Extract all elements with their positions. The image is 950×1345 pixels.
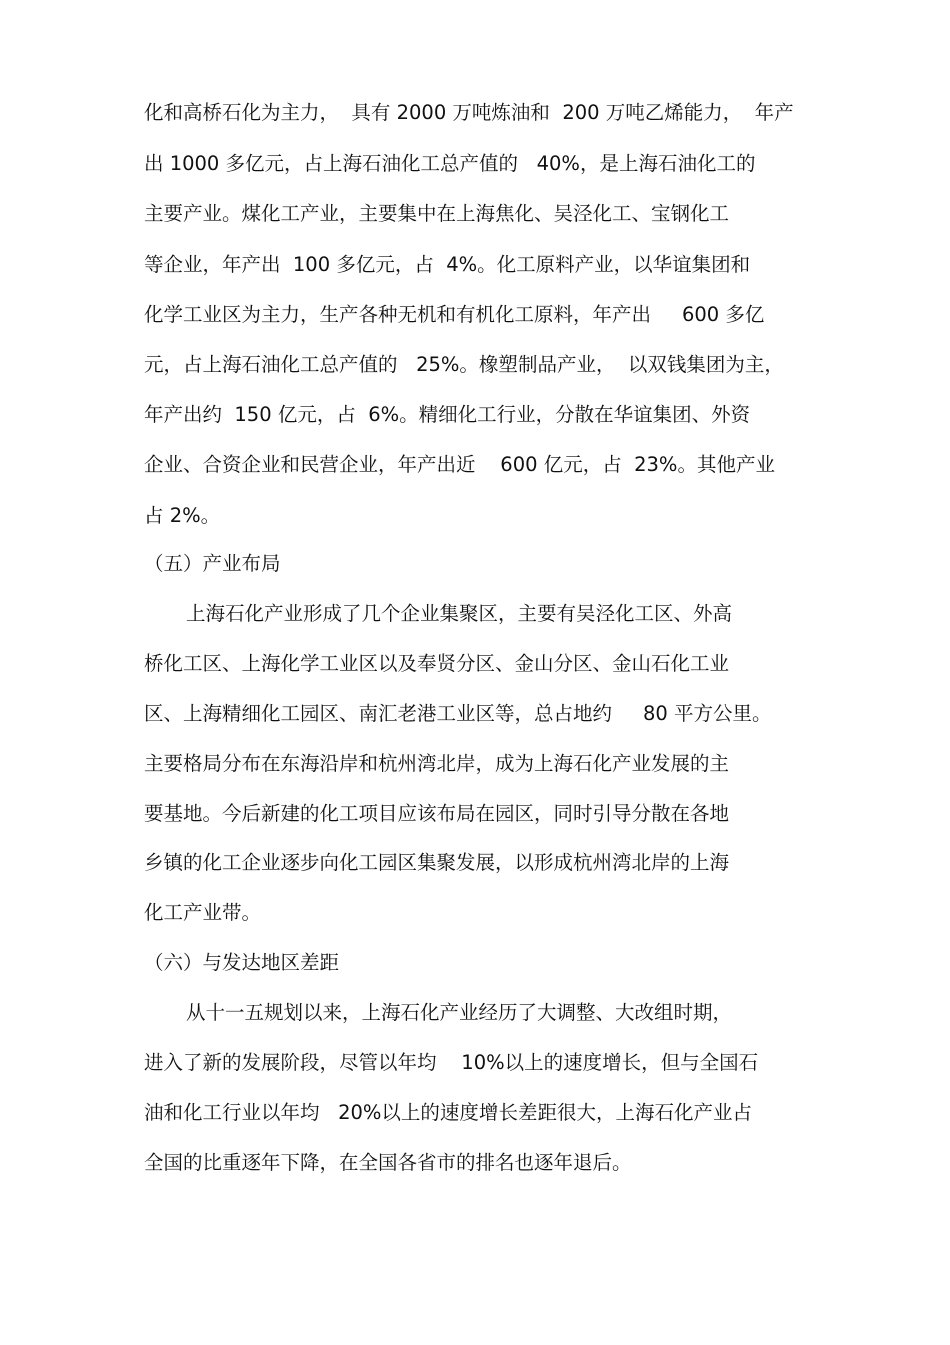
paragraph-line: 主要格局分布在东海沿岸和杭州湾北岸，成为上海石化产业发展的主	[144, 752, 730, 775]
paragraph-line: 等企业，年产出 100 多亿元，占 4%。化工原料产业，以华谊集团和	[144, 253, 751, 276]
paragraph-line: 企业、合资企业和民营企业，年产出近 600 亿元，占 23%。其他产业	[144, 453, 775, 476]
paragraph-line: 乡镇的化工企业逐步向化工园区集聚发展，以形成杭州湾北岸的上海	[144, 851, 730, 874]
paragraph-line: 化和高桥石化为主力， 具有 2000 万吨炼油和 200 万吨乙烯能力， 年产	[144, 101, 794, 124]
paragraph-line: 区、上海精细化工园区、南汇老港工业区等，总占地约 80 平方公里。	[144, 702, 772, 725]
section-heading-layout: （五）产业布局	[144, 552, 281, 575]
paragraph-line: 桥化工区、上海化学工业区以及奉贤分区、金山分区、金山石化工业	[144, 652, 730, 675]
paragraph-line: 主要产业。煤化工产业，主要集中在上海焦化、吴泾化工、宝钢化工	[144, 202, 730, 225]
paragraph-line: 全国的比重逐年下降，在全国各省市的排名也逐年退后。	[144, 1151, 632, 1174]
paragraph-line: 化工产业带。	[144, 901, 262, 924]
paragraph-line: 占 2%。	[144, 504, 221, 527]
paragraph-line: 年产出约 150 亿元，占 6%。精细化工行业，分散在华谊集团、外资	[144, 403, 751, 426]
paragraph-line: 化学工业区为主力，生产各种无机和有机化工原料，年产出 600 多亿	[144, 303, 765, 326]
paragraph-line: 元，占上海石油化工总产值的 25%。橡塑制品产业， 以双钱集团为主，	[144, 353, 784, 376]
section-heading-gap: （六）与发达地区差距	[144, 951, 340, 974]
paragraph-line: 上海石化产业形成了几个企业集聚区，主要有吴泾化工区、外高	[186, 602, 733, 625]
paragraph-line: 从十一五规划以来，上海石化产业经历了大调整、大改组时期，	[186, 1001, 733, 1024]
paragraph-line: 油和化工行业以年均 20%以上的速度增长差距很大，上海石化产业占	[144, 1101, 752, 1124]
paragraph-line: 出 1000 多亿元，占上海石油化工总产值的 40%，是上海石油化工的	[144, 152, 756, 175]
paragraph-line: 要基地。今后新建的化工项目应该布局在园区，同时引导分散在各地	[144, 802, 730, 825]
paragraph-line: 进入了新的发展阶段，尽管以年均 10%以上的速度增长，但与全国石	[144, 1051, 759, 1074]
